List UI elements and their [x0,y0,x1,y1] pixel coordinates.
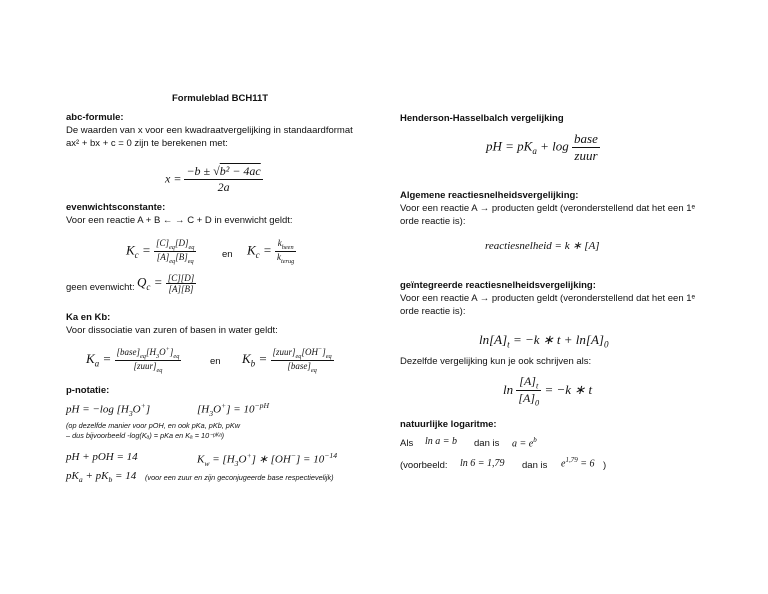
ln-def-formula: ln a = b [425,436,458,447]
dan-is-2: dan is [522,460,548,471]
conj-note: (voor een zuur en zijn geconjugeerde base respectievelijk) [145,473,334,482]
en-1: en [222,249,233,260]
qc-formula: $Q_c$ = $\frac{[C][D]}{[A][B]}$ [137,273,195,294]
dan-is-1: dan is [474,438,500,449]
kw-formula: $K_w = [H_3O^+]$ ∗ $[OH^-] = 10^{-14}$ [197,451,338,468]
ph-formula: pH = −log $[H_3O^+]$ [66,401,151,418]
close-paren: ) [603,460,607,471]
pka-pkb-formula: $pK_a + pK_b = 14$ [66,470,137,485]
h3o-formula: $[H_3O^+] = 10^{-pH}$ [197,401,270,418]
pnotatie-note-2: – dus bijvoorbeeld -log(Kₐ) = pKa en Kₐ = 10⁻ᵖᴷᵃ) [66,431,225,440]
exp-example-formula: $e^{1,79} = 6$ [561,456,595,470]
integrated-formula: $\ln[A]_t = -k$ ∗ $t + \ln[A]_0$ [479,332,609,350]
kb-formula: $K_b$ = $\frac{[zuur]_{eq}[OH^-]_{eq}}{[base]_{eq}}$ [242,346,332,374]
evenwicht-heading: evenwichtsconstante: [66,202,166,213]
geint-heading: geïntegreerde reactiesnelheidsvergelijking: [400,280,596,291]
kakb-line: Voor dissociatie van zuren of basen in water geldt: [66,325,278,336]
pnotatie-note-1: (op dezelfde manier voor pOH, en ook pKa, pKb, pKw [66,421,241,430]
evenwicht-line: Voor een reactie A + B ← → C + D in evenwicht geldt: [66,215,293,226]
hh-formula: pH = $pK_a + \log$ $\frac{\text{base}}{\text{zuur}}$ [486,131,598,163]
alg-heading: Algemene reactiesnelheidsvergelijking: [400,190,579,201]
ln-heading: natuurlijke logaritme: [400,419,497,430]
abc-line-1: De waarden van x voor een kwadraatvergelijking in standaardformat [66,125,353,136]
hh-heading: Henderson-Hasselbalch vergelijking [400,113,564,124]
geen-evenwicht-label: geen evenwicht: [66,282,135,293]
abc-formula: x = $\frac{\text{−b ± √b² − 4ac}}{2a}$ [165,164,261,194]
zelfde-line: Dezelfde vergelijking kun je ook schrijven als: [400,356,592,367]
kc-formula: $K_c$ = $\frac{[C]_{eq}[D]_{eq}}{[A]_{eq}[B]_{eq}}$ [126,238,195,265]
als-label: Als [400,438,414,449]
abc-heading: abc-formule: [66,112,124,123]
voorbeeld-label: (voorbeeld: [400,460,448,471]
abc-line-2: ax² + bx + c = 0 zijn te berekenen met: [66,138,228,149]
alg-line-2: orde reactie is): [400,216,466,227]
kakb-heading: Ka en Kb: [66,312,111,323]
ln-example-formula: ln 6 = 1,79 [460,458,505,469]
exp-def-formula: $a = e^b$ [512,436,537,450]
geint-line-1: Voor een reactie A → producten geldt (veronderstellend dat het een 1ᵉ [400,293,696,304]
en-2: en [210,356,221,367]
rate-formula: reactiesnelheid = k ∗ [A] [485,240,600,252]
alg-line-1: Voor een reactie A → producten geldt (veronderstellend dat het een 1ᵉ [400,203,696,214]
ka-formula: $K_a$ = $\frac{[base]_{eq}[H_3O^+]_{eq}}{[zuur]_{eq}}$ [86,346,180,374]
pnotatie-heading: p-notatie: [66,385,110,396]
ph-poh-formula: pH + pOH = 14 [66,451,138,463]
kc-rate-formula: $K_c$ = $\frac{k_{heen}}{k_{terug}}$ [247,238,295,265]
integrated-formula-alt: ln $\frac{[A]_t}{[A]_0}$ = −k ∗ t [503,374,593,408]
geint-line-2: orde reactie is): [400,306,466,317]
page-title: Formuleblad BCH11T [172,93,269,104]
